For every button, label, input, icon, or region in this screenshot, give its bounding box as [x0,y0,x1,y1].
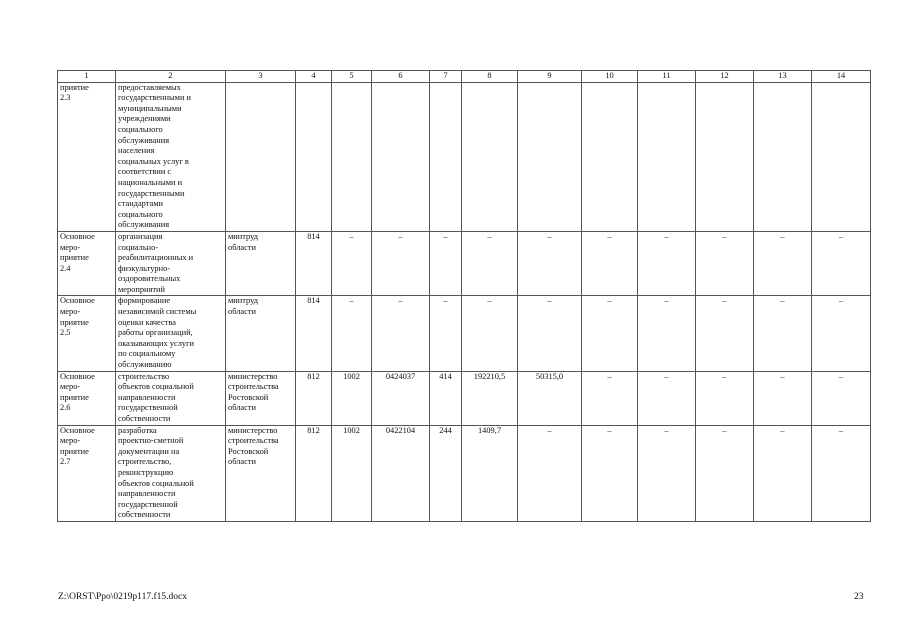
table-row [58,371,871,425]
measure-description-cell: формирование независимой системы оценки качества работы организаций, оказывающих услуги по социальному обслуживанию [116,296,226,371]
code-vr-cell: – [430,231,462,296]
column-number: 6 [372,71,430,83]
code-rzpr-cell: 1002 [332,371,372,425]
column-number: 10 [582,71,638,83]
amount-2018-cell: – [696,425,754,521]
amount-2016-cell: – [582,231,638,296]
amount-2018-cell [696,82,754,231]
amount-2020-cell: – [812,231,871,296]
amount-2014-cell: 1409,7 [462,425,518,521]
program-table [57,70,871,522]
footer-page-number: 23 [854,592,864,602]
amount-2019-cell [754,82,812,231]
amount-2016-cell: – [582,296,638,371]
column-number: 3 [226,71,296,83]
code-vr-cell: 414 [430,371,462,425]
amount-2015-cell: – [518,296,582,371]
amount-2020-cell [812,82,871,231]
measure-description-cell: организация социально- реабилитационных и физкультурно- оздоровительных мероприятий [116,231,226,296]
table-row [58,231,871,296]
column-number: 2 [116,71,226,83]
code-grbs-cell [296,82,332,231]
amount-2018-cell: – [696,296,754,371]
column-number: 12 [696,71,754,83]
code-rzpr-cell [332,82,372,231]
amount-2019-cell: – [754,296,812,371]
amount-2019-cell: – [754,425,812,521]
code-rzpr-cell: 1002 [332,425,372,521]
amount-2017-cell: – [638,296,696,371]
amount-2018-cell: – [696,371,754,425]
executor-cell: министерство строительства Ростовской области [226,425,296,521]
measure-description-cell: разработка проектно-сметной документации на строительство, реконструкцию объектов социальной направленности государственной собственности [116,425,226,521]
amount-2014-cell: – [462,296,518,371]
amount-2017-cell [638,82,696,231]
measure-number-cell: приятие 2.3 [58,82,116,231]
code-grbs-cell: 814 [296,231,332,296]
table-row [58,296,871,371]
column-number: 4 [296,71,332,83]
column-number: 7 [430,71,462,83]
column-number: 13 [754,71,812,83]
code-csr-cell: 0424037 [372,371,430,425]
code-grbs-cell: 812 [296,371,332,425]
amount-2014-cell: – [462,231,518,296]
amount-2016-cell: – [582,425,638,521]
code-vr-cell [430,82,462,231]
column-number: 5 [332,71,372,83]
amount-2015-cell [518,82,582,231]
code-csr-cell: – [372,231,430,296]
amount-2019-cell: – [754,371,812,425]
measure-description-cell: предоставляемых государственными и муниципальными учреждениями социального обслуживания населения социальных услуг в соответствии с национальными и государственными стандартами социального обслуживания [116,82,226,231]
code-vr-cell: – [430,296,462,371]
code-rzpr-cell: – [332,231,372,296]
amount-2020-cell: – [812,296,871,371]
amount-2017-cell: – [638,231,696,296]
column-number: 8 [462,71,518,83]
amount-2017-cell: – [638,371,696,425]
amount-2016-cell: – [582,371,638,425]
column-number: 14 [812,71,871,83]
amount-2020-cell: – [812,425,871,521]
code-vr-cell: 244 [430,425,462,521]
code-csr-cell: – [372,296,430,371]
code-csr-cell: 0422104 [372,425,430,521]
executor-cell: минтруд области [226,296,296,371]
column-number: 9 [518,71,582,83]
amount-2018-cell: – [696,231,754,296]
executor-cell [226,82,296,231]
table-row [58,425,871,521]
amount-2014-cell [462,82,518,231]
amount-2015-cell: – [518,231,582,296]
column-number: 11 [638,71,696,83]
code-rzpr-cell: – [332,296,372,371]
executor-cell: министерство строительства Ростовской области [226,371,296,425]
code-csr-cell [372,82,430,231]
amount-2015-cell: – [518,425,582,521]
amount-2020-cell: – [812,371,871,425]
amount-2019-cell: – [754,231,812,296]
table-row [58,82,871,231]
column-number: 1 [58,71,116,83]
measure-number-cell: Основное меро- приятие 2.5 [58,296,116,371]
code-grbs-cell: 814 [296,296,332,371]
amount-2014-cell: 192210,5 [462,371,518,425]
measure-number-cell: Основное меро- приятие 2.6 [58,371,116,425]
measure-description-cell: строительство объектов социальной направленности государственной собственности [116,371,226,425]
measure-number-cell: Основное меро- приятие 2.4 [58,231,116,296]
column-number-row [58,71,871,83]
executor-cell: минтруд области [226,231,296,296]
footer-file-path: Z:\ORST\Ppo\0219p117.f15.docx [58,592,187,602]
amount-2017-cell: – [638,425,696,521]
amount-2016-cell [582,82,638,231]
amount-2015-cell: 50315,0 [518,371,582,425]
code-grbs-cell: 812 [296,425,332,521]
measure-number-cell: Основное меро- приятие 2.7 [58,425,116,521]
